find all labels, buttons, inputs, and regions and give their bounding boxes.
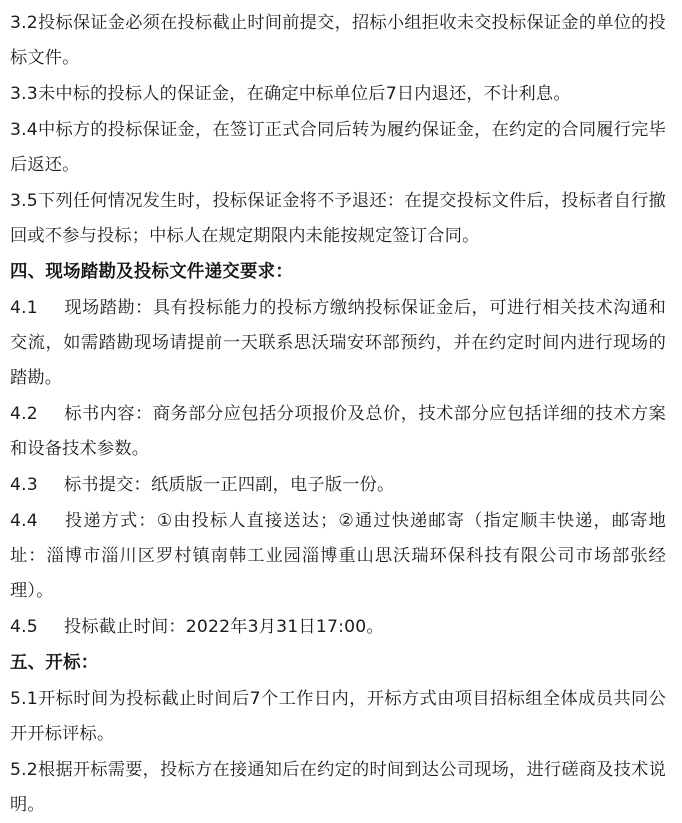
paragraph-number: 4.4	[10, 511, 38, 531]
paragraph-text: 下列任何情况发生时，投标保证金将不予退还：在提交投标文件后，投标者自行撤回或不参与投标；中标人在规定期限内未能按规定签订合同。	[10, 191, 666, 246]
paragraph-text: 根据开标需要，投标方在接通知后在约定的时间到达公司现场，进行磋商及技术说明。	[10, 760, 666, 815]
paragraph-text: 中标方的投标保证金，在签订正式合同后转为履约保证金，在约定的合同履行完毕后返还。	[10, 120, 666, 175]
paragraph-number: 5.1	[10, 689, 38, 709]
paragraph-text: 现场踏勘：具有投标能力的投标方缴纳投标保证金后，可进行相关技术沟通和交流，如需踏勘现场请提前一天联系思沃瑞安环部预约，并在约定时间内进行现场的踏勘。	[10, 298, 666, 388]
paragraph-3-2	[10, 6, 666, 76]
paragraph-text: 投标保证金必须在投标截止时间前提交，招标小组拒收未交投标保证金的单位的投标文件。	[10, 13, 666, 68]
paragraph-4-3	[10, 468, 666, 503]
section-heading-four: 四、现场踏勘及投标文件递交要求：	[10, 262, 294, 282]
paragraph-text: 投递方式：①由投标人直接送达；②通过快递邮寄（指定顺丰快递，邮寄地址：淄博市淄川区罗村镇南韩工业园淄博重山思沃瑞环保科技有限公司市场部张经理）。	[10, 511, 666, 601]
paragraph-number: 4.3	[10, 475, 38, 495]
paragraph-number: 3.5	[10, 191, 38, 211]
paragraph-text: 开标时间为投标截止时间后7个工作日内，开标方式由项目招标组全体成员共同公开开标评标。	[10, 689, 666, 744]
paragraph-text: 标书内容：商务部分应包括分项报价及总价，技术部分应包括详细的技术方案和设备技术参数。	[10, 404, 666, 459]
paragraph-number: 4.1	[10, 298, 38, 318]
paragraph-number: 4.2	[10, 404, 38, 424]
section-heading-five: 五、开标：	[10, 653, 99, 673]
paragraph-number: 5.2	[10, 760, 38, 780]
paragraph-number: 3.4	[10, 120, 38, 140]
paragraph-number: 4.5	[10, 617, 38, 637]
paragraph-text: 投标截止时间：2022年3月31日17:00。	[64, 617, 384, 637]
paragraph-number: 3.3	[10, 84, 38, 104]
paragraph-4-4	[10, 504, 666, 609]
paragraph-3-3	[10, 77, 666, 112]
paragraph-4-5	[10, 610, 666, 645]
paragraph-5-1	[10, 682, 666, 752]
paragraph-3-4	[10, 113, 666, 183]
paragraph-4-1	[10, 291, 666, 396]
paragraph-number: 3.2	[10, 13, 38, 33]
paragraph-3-5	[10, 184, 666, 254]
paragraph-text: 标书提交：纸质版一正四副，电子版一份。	[64, 475, 395, 495]
paragraph-text: 未中标的投标人的保证金，在确定中标单位后7日内退还，不计利息。	[37, 84, 571, 104]
paragraph-5-2	[10, 753, 666, 823]
paragraph-4-2	[10, 397, 666, 467]
